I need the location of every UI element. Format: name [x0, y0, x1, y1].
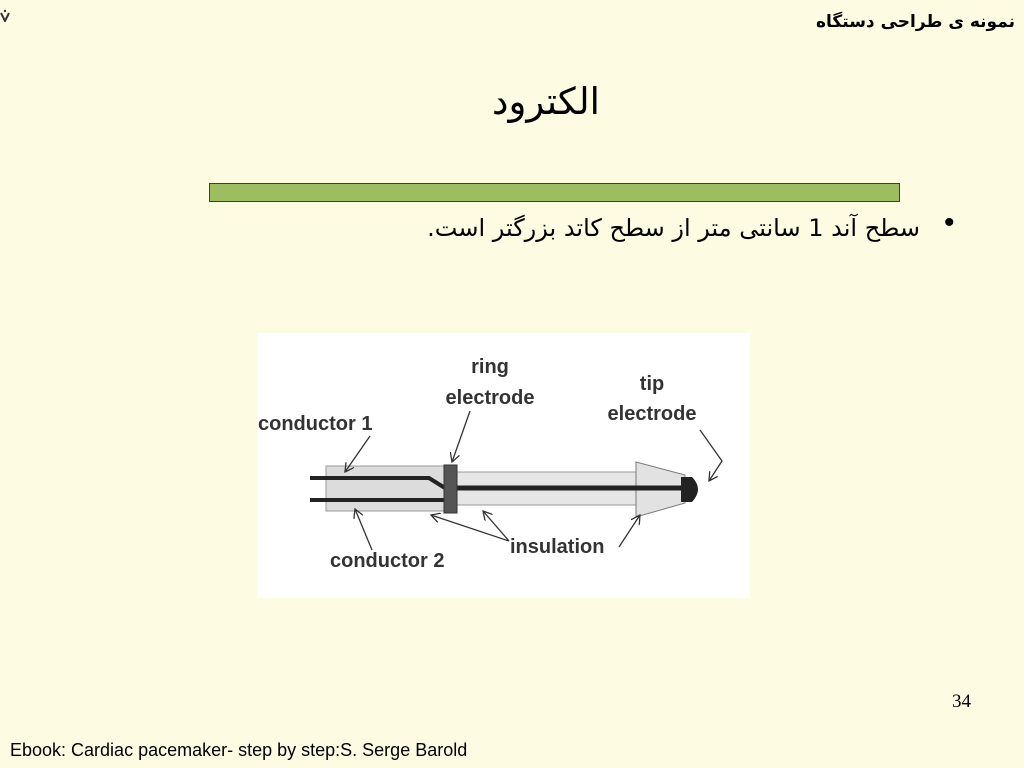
slide-title: الکترود [492, 80, 600, 123]
lead-insulation-proximal [326, 466, 446, 511]
page-number: 34 [952, 691, 971, 712]
corner-mark-icon [0, 9, 10, 22]
accent-bar [209, 183, 900, 202]
conductor-2-arrow [355, 509, 372, 550]
ring-electrode-arrow [452, 411, 470, 462]
ring-electrode-label-line2: electrode [445, 387, 535, 409]
tip-electrode-label-line2: electrode [607, 403, 697, 425]
bullet-marker: • [944, 206, 955, 239]
ring-electrode-label-line1: ring [471, 356, 509, 378]
conductor-2-label: conductor 2 [330, 550, 445, 572]
slide-section-header: نمونه ی طراحی دستگاه [815, 12, 1015, 32]
source-footer: Ebook: Cardiac pacemaker- step by step:S. Serge Barold [10, 740, 468, 760]
bullet-text: سطح آند 1 سانتی متر از سطح کاتد بزرگتر است. [427, 214, 920, 242]
conductor-1-label: conductor 1 [258, 413, 373, 435]
insulation-arrow-3 [619, 515, 640, 547]
pacemaker-lead-diagram [257, 333, 750, 598]
tip-electrode-arrow [700, 430, 722, 481]
ring-electrode-shape [444, 465, 457, 513]
insulation-label: insulation [510, 536, 605, 558]
tip-electrode-label-line1: tip [639, 373, 665, 395]
